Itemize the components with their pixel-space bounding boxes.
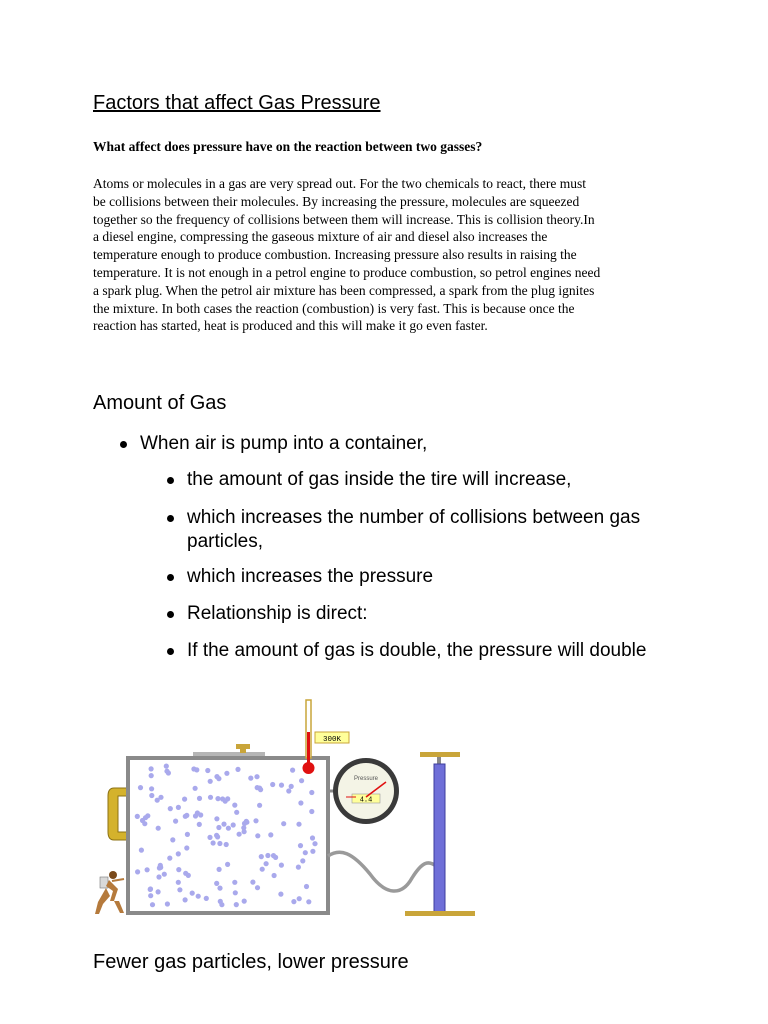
- illustration-caption: Fewer gas particles, lower pressure: [93, 951, 409, 973]
- paragraph-line: a diesel engine, compressing the gaseous mixture of air and diesel also increases the: [93, 229, 548, 245]
- bullet-dot-icon: [167, 477, 174, 484]
- gas-particle: [214, 774, 219, 779]
- pump-handle: [420, 752, 460, 757]
- gas-particle: [135, 814, 140, 819]
- gas-particle: [260, 867, 265, 872]
- paragraph-line: be collisions between their molecules. By increasing the pressure, molecules are squeezed: [93, 193, 580, 209]
- gas-particle: [194, 767, 199, 772]
- container-nozzle-stem: [240, 748, 246, 753]
- gas-particle: [208, 795, 213, 800]
- gas-particle: [156, 889, 161, 894]
- sub-bullet-item: [187, 506, 657, 554]
- gas-particle: [183, 871, 188, 876]
- gas-particle: [158, 863, 163, 868]
- bullet-dot-icon: [167, 648, 174, 655]
- gas-particle: [289, 784, 294, 789]
- gas-particle: [232, 880, 237, 885]
- gas-particle: [184, 845, 189, 850]
- gas-particle: [304, 884, 309, 889]
- gas-particle: [303, 850, 308, 855]
- gas-particle: [224, 771, 229, 776]
- sub-bullet-item: [187, 639, 657, 663]
- gas-particle: [231, 822, 236, 827]
- gas-particle: [208, 779, 213, 784]
- bullet-text: Relationship is direct:: [187, 603, 368, 624]
- gas-particle: [290, 768, 295, 773]
- gas-particle: [223, 799, 228, 804]
- bullet-text: the amount of gas inside the tire will increase,: [187, 469, 572, 490]
- gas-particle: [298, 843, 303, 848]
- document-title: Factors that affect Gas Pressure: [93, 92, 381, 114]
- gas-particle: [242, 899, 247, 904]
- gas-particle: [268, 832, 273, 837]
- body-paragraph: [93, 175, 683, 335]
- gas-particle: [176, 880, 181, 885]
- gas-particle: [176, 867, 181, 872]
- gas-particle: [254, 774, 259, 779]
- paragraph-line: Atoms or molecules in a gas are very spread out. For the two chemicals to react, there must: [93, 176, 586, 191]
- gas-particle: [184, 813, 189, 818]
- gas-particle: [149, 766, 154, 771]
- gas-particle: [235, 767, 240, 772]
- gas-particle: [300, 858, 305, 863]
- gas-particle: [299, 778, 304, 783]
- gas-particle: [168, 806, 173, 811]
- gas-particle: [183, 897, 188, 902]
- gas-particle: [264, 861, 269, 866]
- gas-container-illustration: [90, 696, 490, 926]
- gas-particle: [281, 821, 286, 826]
- gas-particle: [190, 891, 195, 896]
- gas-particle: [259, 854, 264, 859]
- gas-particle: [176, 851, 181, 856]
- bullet-dot-icon: [167, 574, 174, 581]
- gas-particle: [211, 840, 216, 845]
- bullet-text: which increases the pressure: [187, 566, 434, 587]
- gas-particle: [148, 887, 153, 892]
- gas-particle: [255, 833, 260, 838]
- gas-particle: [195, 810, 200, 815]
- gas-particle: [221, 822, 226, 827]
- pressure-gauge-face: [338, 763, 394, 819]
- gas-particle: [271, 853, 276, 858]
- gas-particle: [204, 896, 209, 901]
- gas-particle: [185, 832, 190, 837]
- gas-particle: [196, 894, 201, 899]
- paragraph-line: a spark plug. When the petrol air mixture has been compressed, a spark from the plug ignites: [93, 282, 595, 298]
- gas-particle: [242, 829, 247, 834]
- gas-particle: [215, 796, 220, 801]
- gas-particle: [217, 867, 222, 872]
- gauge-readout: 4.4: [359, 796, 373, 805]
- bullet-text: When air is pump into a container,: [140, 433, 428, 454]
- gas-particle: [177, 887, 182, 892]
- gas-particle: [158, 795, 163, 800]
- gas-particle: [193, 786, 198, 791]
- bullet-dot-icon: [120, 441, 127, 448]
- gas-particle: [216, 825, 221, 830]
- gas-particle: [217, 841, 222, 846]
- sub-bullet-item: [187, 565, 657, 589]
- gas-particle: [279, 783, 284, 788]
- gas-particle: [255, 885, 260, 890]
- gas-particle: [306, 899, 311, 904]
- gas-particle: [312, 841, 317, 846]
- gas-particle: [197, 822, 202, 827]
- gas-particle: [156, 874, 161, 879]
- gas-particle: [297, 896, 302, 901]
- gas-particle: [214, 881, 219, 886]
- gas-particle: [226, 826, 231, 831]
- bullet-item: [140, 432, 427, 456]
- gas-particle: [140, 818, 145, 823]
- gas-particle: [149, 773, 154, 778]
- gas-particle: [250, 880, 255, 885]
- paragraph-line: together so the frequency of collisions between them will increase. This is collision theory.In: [93, 211, 595, 227]
- paragraph-line: the mixture. In both cases the reaction (combustion) is very fast. This is because once the: [93, 300, 575, 316]
- gas-particle: [149, 793, 154, 798]
- gas-particle: [244, 819, 249, 824]
- gas-particle: [156, 826, 161, 831]
- bullet-text: which increases the number of collisions between gas particles,: [187, 507, 641, 552]
- gas-particle: [139, 848, 144, 853]
- gas-particle: [205, 768, 210, 773]
- gas-particle: [173, 819, 178, 824]
- gas-particle: [253, 818, 258, 823]
- gas-particle: [224, 842, 229, 847]
- gas-particle: [296, 822, 301, 827]
- gas-particle: [167, 856, 172, 861]
- gas-particle: [278, 892, 283, 897]
- bullet-text: If the amount of gas is double, the pressure will double: [187, 640, 647, 661]
- gas-particle: [309, 790, 314, 795]
- gas-particle: [270, 782, 275, 787]
- pump-hose: [328, 852, 436, 891]
- gas-particle: [258, 787, 263, 792]
- gas-particle: [310, 849, 315, 854]
- gas-particle: [162, 872, 167, 877]
- gauge-label: Pressure: [353, 776, 379, 782]
- gas-particle: [234, 902, 239, 907]
- gas-particle: [217, 886, 222, 891]
- gas-particle: [272, 873, 277, 878]
- container-handle: [108, 788, 128, 840]
- gas-particle: [296, 865, 301, 870]
- temperature-label: 300K: [322, 736, 342, 744]
- sub-bullet-item: [187, 468, 657, 492]
- question-heading: What affect does pressure have on the reaction between two gasses?: [93, 139, 483, 154]
- gas-particle: [225, 862, 230, 867]
- gas-particle: [176, 805, 181, 810]
- thermometer-mercury: [307, 732, 310, 764]
- gas-particle: [291, 899, 296, 904]
- thermometer-bulb: [303, 762, 315, 774]
- gas-particle: [298, 800, 303, 805]
- gas-particle: [279, 863, 284, 868]
- gas-particle: [170, 837, 175, 842]
- gas-particle: [138, 785, 143, 790]
- paragraph-line: temperature. It is not enough in a petrol engine to produce combustion, so petrol engines need: [93, 264, 601, 280]
- gas-particle: [182, 797, 187, 802]
- gas-particle: [233, 890, 238, 895]
- gas-particle: [248, 776, 253, 781]
- bullet-dot-icon: [167, 611, 174, 618]
- gas-particle: [214, 816, 219, 821]
- paragraph-line: reaction has started, heat is produced and this will make it go even faster.: [93, 318, 488, 334]
- gas-particle: [164, 764, 169, 769]
- gas-particle: [232, 803, 237, 808]
- gas-particle: [150, 902, 155, 907]
- gas-particle: [214, 833, 219, 838]
- section-heading: Amount of Gas: [93, 392, 227, 414]
- sub-bullet-item: [187, 602, 657, 626]
- gas-particle: [149, 786, 154, 791]
- gas-particle: [219, 902, 224, 907]
- gas-particle: [310, 835, 315, 840]
- paragraph-line: temperature enough to produce combustion. Increasing pressure also results in raising the: [93, 247, 577, 263]
- pump-barrel: [434, 764, 445, 912]
- bullet-dot-icon: [167, 515, 174, 522]
- gas-particle: [234, 810, 239, 815]
- pump-base: [405, 911, 475, 916]
- gas-particle: [309, 809, 314, 814]
- gas-particle: [165, 901, 170, 906]
- gas-particle: [207, 835, 212, 840]
- gas-particle: [265, 853, 270, 858]
- gas-particle: [164, 769, 169, 774]
- gas-particle: [135, 869, 140, 874]
- person-pushing-icon: [95, 871, 124, 914]
- gas-particle: [257, 803, 262, 808]
- gas-particle: [148, 893, 153, 898]
- gas-particle: [286, 788, 291, 793]
- gas-particle: [197, 796, 202, 801]
- gas-particle: [237, 832, 242, 837]
- gas-particle: [145, 867, 150, 872]
